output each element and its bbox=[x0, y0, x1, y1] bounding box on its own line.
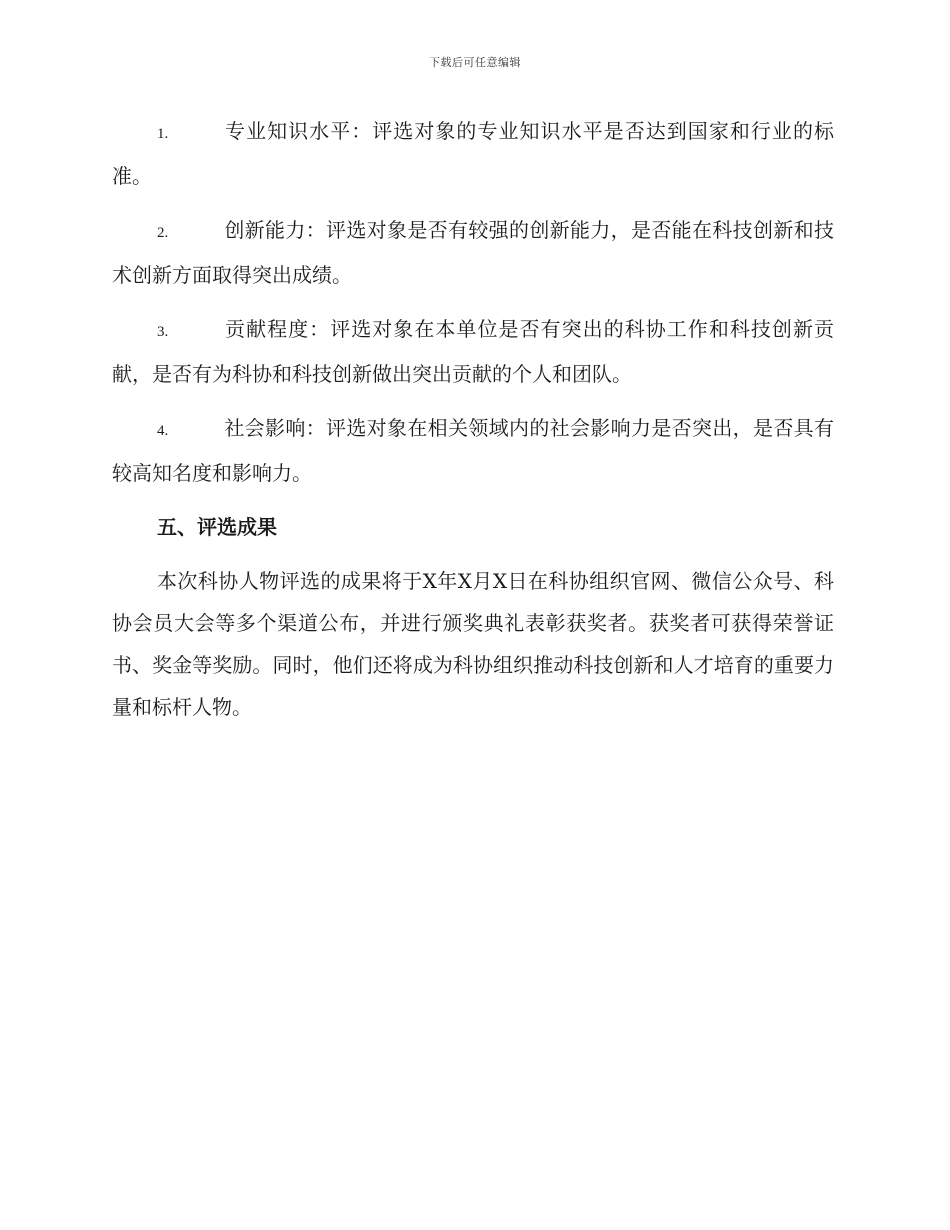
section-paragraph: 本次科协人物评选的成果将于X年X月X日在科协组织官网、微信公众号、科协会员大会等多个渠道公布，并进行颁奖典礼表彰获奖者。获奖者可获得荣誉证书、奖金等奖励。同时，他们还将成为科协组织推动科技创新和人才培育的重要力量和标杆人物。 bbox=[112, 569, 834, 719]
item-number: 3. bbox=[157, 324, 169, 340]
item-number: 1. bbox=[157, 126, 169, 142]
criteria-item-3 bbox=[112, 308, 834, 395]
item-text: 专业知识水平：评选对象的专业知识水平是否达到国家和行业的标准。 bbox=[112, 119, 834, 188]
criteria-item-4 bbox=[112, 407, 834, 494]
item-text: 社会影响：评选对象在相关领域内的社会影响力是否突出，是否具有较高知名度和影响力。 bbox=[112, 416, 834, 485]
criteria-item-2 bbox=[112, 209, 834, 296]
item-number: 4. bbox=[157, 423, 169, 439]
document-body bbox=[112, 110, 834, 728]
item-text: 贡献程度：评选对象在本单位是否有突出的科协工作和科技创新贡献，是否有为科协和科技创新做出突出贡献的个人和团队。 bbox=[112, 317, 834, 386]
section-heading: 五、评选成果 bbox=[157, 515, 277, 539]
page-header: 下载后可任意编辑 bbox=[429, 56, 521, 69]
criteria-item-1 bbox=[112, 110, 834, 197]
item-text: 创新能力：评选对象是否有较强的创新能力，是否能在科技创新和技术创新方面取得突出成绩。 bbox=[112, 218, 834, 287]
item-number: 2. bbox=[157, 225, 169, 241]
